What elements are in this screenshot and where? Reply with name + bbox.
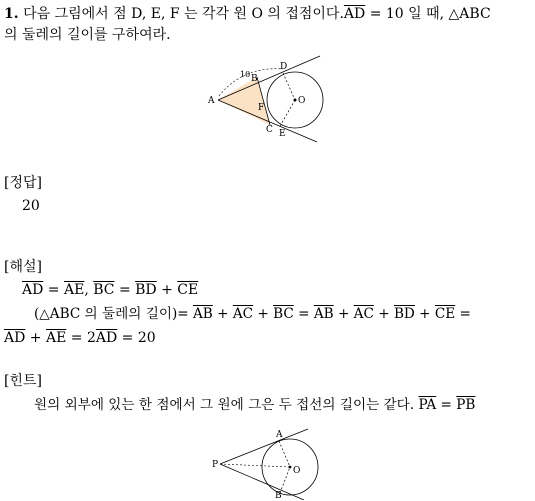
tangent-line-upper <box>218 56 320 100</box>
explanation-eq-2: (△ABC 의 둘레의 길이)= $\overline{AB} + \overline{AC} + \overline{BC} = \overline{AB} + \overline{AC} + \overline{BD} + \overline{CE}$ = <box>34 306 471 322</box>
seg-ce: $\overline{CE}$ <box>177 282 199 298</box>
label-d: D <box>280 62 288 72</box>
radius-oa <box>279 441 290 467</box>
label-c: C <box>266 125 273 135</box>
explanation-heading: [해설] <box>4 259 42 275</box>
segment-ad: $\overline{AD}$ <box>343 6 366 22</box>
hint-label-p: P <box>212 460 219 470</box>
hint-center-point <box>289 466 292 469</box>
problem-condition: = 10 일 때, △ABC <box>365 6 491 22</box>
seg-ad: $\overline{AD}$ <box>22 282 44 298</box>
label-f: F <box>258 103 265 113</box>
explanation-eq-3: $\overline{AD} + \overline{AE} = 2\overline{AD} = 20$ <box>4 330 156 346</box>
hint-label-o: O <box>293 466 301 476</box>
problem-text: 다음 그림에서 점 D, E, F 는 각각 원 O 의 접점이다. <box>23 6 344 22</box>
problem-line-2: 의 둘레의 길이를 구하여라. <box>4 27 171 43</box>
hint-label-a: A <box>276 430 283 440</box>
segment-po <box>220 464 290 467</box>
hint-text: 원의 외부에 있는 한 점에서 그 원에 그은 두 접선의 길이는 같다. $\overline{PA} = \overline{PB}$ <box>34 397 476 413</box>
seg-pa: $\overline{PA}$ <box>418 397 437 413</box>
label-e: E <box>279 129 286 139</box>
hint-figure <box>212 426 322 500</box>
seg-pb: $\overline{PB}$ <box>456 397 476 413</box>
problem-number: 1. <box>4 6 19 22</box>
label-a: A <box>208 96 215 106</box>
hint-label-b: B <box>275 491 282 500</box>
label-10: 10 <box>240 70 251 79</box>
problem-line-1 <box>4 6 491 22</box>
label-o: O <box>298 96 306 106</box>
triangle-abc-fill <box>218 77 270 125</box>
answer-value: 20 <box>22 198 40 214</box>
problem-figure <box>205 52 335 144</box>
radius-od <box>283 73 295 100</box>
tangent-pa <box>220 429 308 464</box>
radius-ob <box>280 467 290 493</box>
answer-heading: [정답] <box>4 175 42 191</box>
seg-ae: $\overline{AE}$ <box>63 282 85 298</box>
seg-bd: $\overline{BD}$ <box>135 282 157 298</box>
label-b: B <box>251 74 258 84</box>
center-point-o <box>294 99 297 102</box>
explanation-eq-1: $\overline{AD} = \overline{AE}$, $\overline{BC} = \overline{BD} + \overline{CE}$ <box>22 282 199 298</box>
radius-oe <box>280 100 295 126</box>
seg-bc: $\overline{BC}$ <box>93 282 115 298</box>
hint-heading: [힌트] <box>4 373 42 389</box>
